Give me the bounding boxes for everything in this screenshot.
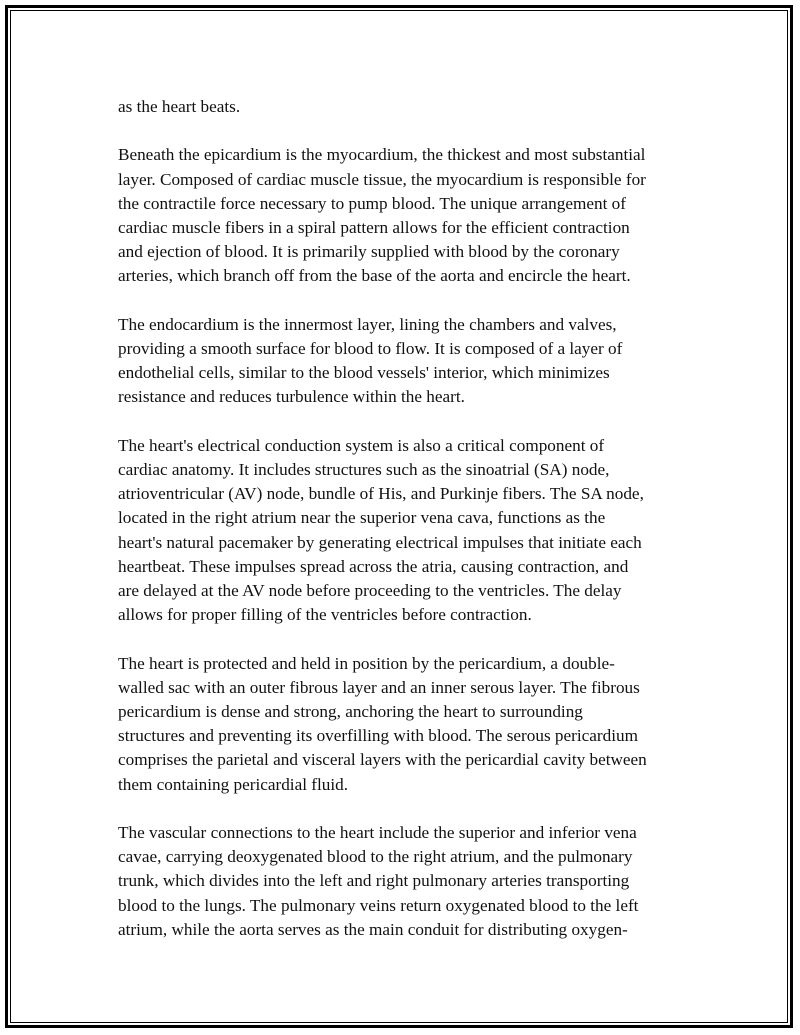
text-line: are delayed at the AV node before proceeding to the ventricles. The delay xyxy=(118,581,622,601)
text-line: cardiac anatomy. It includes structures such as the sinoatrial (SA) node, xyxy=(118,460,610,479)
paragraph-2 xyxy=(118,143,698,288)
paragraph-1 xyxy=(118,95,698,119)
text-line: the contractile force necessary to pump blood. The unique arrangement of xyxy=(118,193,626,213)
document-body xyxy=(118,95,698,966)
text-line: pericardium is dense and strong, anchoring the heart to surrounding xyxy=(118,702,583,722)
text-line: heart's natural pacemaker by generating electrical impulses that initiate each xyxy=(118,532,642,552)
paragraph-5 xyxy=(118,652,698,797)
text-line: The heart's electrical conduction system is also a critical component of xyxy=(118,435,605,455)
text-line: as the heart beats. xyxy=(118,97,241,116)
text-line: arteries, which branch off from the base of the aorta and encircle the heart. xyxy=(118,266,631,286)
text-line: them containing pericardial fluid. xyxy=(118,774,349,794)
text-line: blood to the lungs. The pulmonary veins return oxygenated blood to the left xyxy=(118,895,639,915)
text-line: Beneath the epicardium is the myocardium, the thickest and most substantial xyxy=(118,145,646,165)
text-line: structures and preventing its overfilling with blood. The serous pericardium xyxy=(118,726,638,746)
text-line: trunk, which divides into the left and right pulmonary arteries transporting xyxy=(118,871,630,891)
text-line: cavae, carrying deoxygenated blood to the right atrium, and the pulmonary xyxy=(118,847,633,867)
text-line: endothelial cells, similar to the blood vessels' interior, which minimizes xyxy=(118,363,610,383)
paragraph-3 xyxy=(118,313,698,410)
text-line: providing a smooth surface for blood to flow. It is composed of a layer of xyxy=(118,339,623,358)
text-line: The heart is protected and held in position by the pericardium, a double- xyxy=(118,653,615,673)
paragraph-4 xyxy=(118,434,698,628)
text-line: resistance and reduces turbulence within the heart. xyxy=(118,387,465,407)
text-line: and ejection of blood. It is primarily supplied with blood by the coronary xyxy=(118,242,620,262)
text-line: cardiac muscle fibers in a spiral pattern allows for the efficient contraction xyxy=(118,218,630,237)
text-line: allows for proper filling of the ventricles before contraction. xyxy=(118,605,532,625)
text-line: The vascular connections to the heart include the superior and inferior vena xyxy=(118,823,637,843)
text-line: atrium, while the aorta serves as the main conduit for distributing oxygen- xyxy=(118,919,628,939)
page-frame xyxy=(5,5,793,1028)
text-line: walled sac with an outer fibrous layer and an inner serous layer. The fibrous xyxy=(118,677,640,697)
text-line: The endocardium is the innermost layer, lining the chambers and valves, xyxy=(118,314,617,334)
text-line: heartbeat. These impulses spread across the atria, causing contraction, and xyxy=(118,556,629,576)
text-line: comprises the parietal and visceral layers with the pericardial cavity between xyxy=(118,750,647,770)
paragraph-6 xyxy=(118,821,698,942)
text-line: layer. Composed of cardiac muscle tissue, the myocardium is responsible for xyxy=(118,169,646,189)
text-line: atrioventricular (AV) node, bundle of His, and Purkinje fibers. The SA node, xyxy=(118,484,644,504)
text-line: located in the right atrium near the superior vena cava, functions as the xyxy=(118,508,606,528)
